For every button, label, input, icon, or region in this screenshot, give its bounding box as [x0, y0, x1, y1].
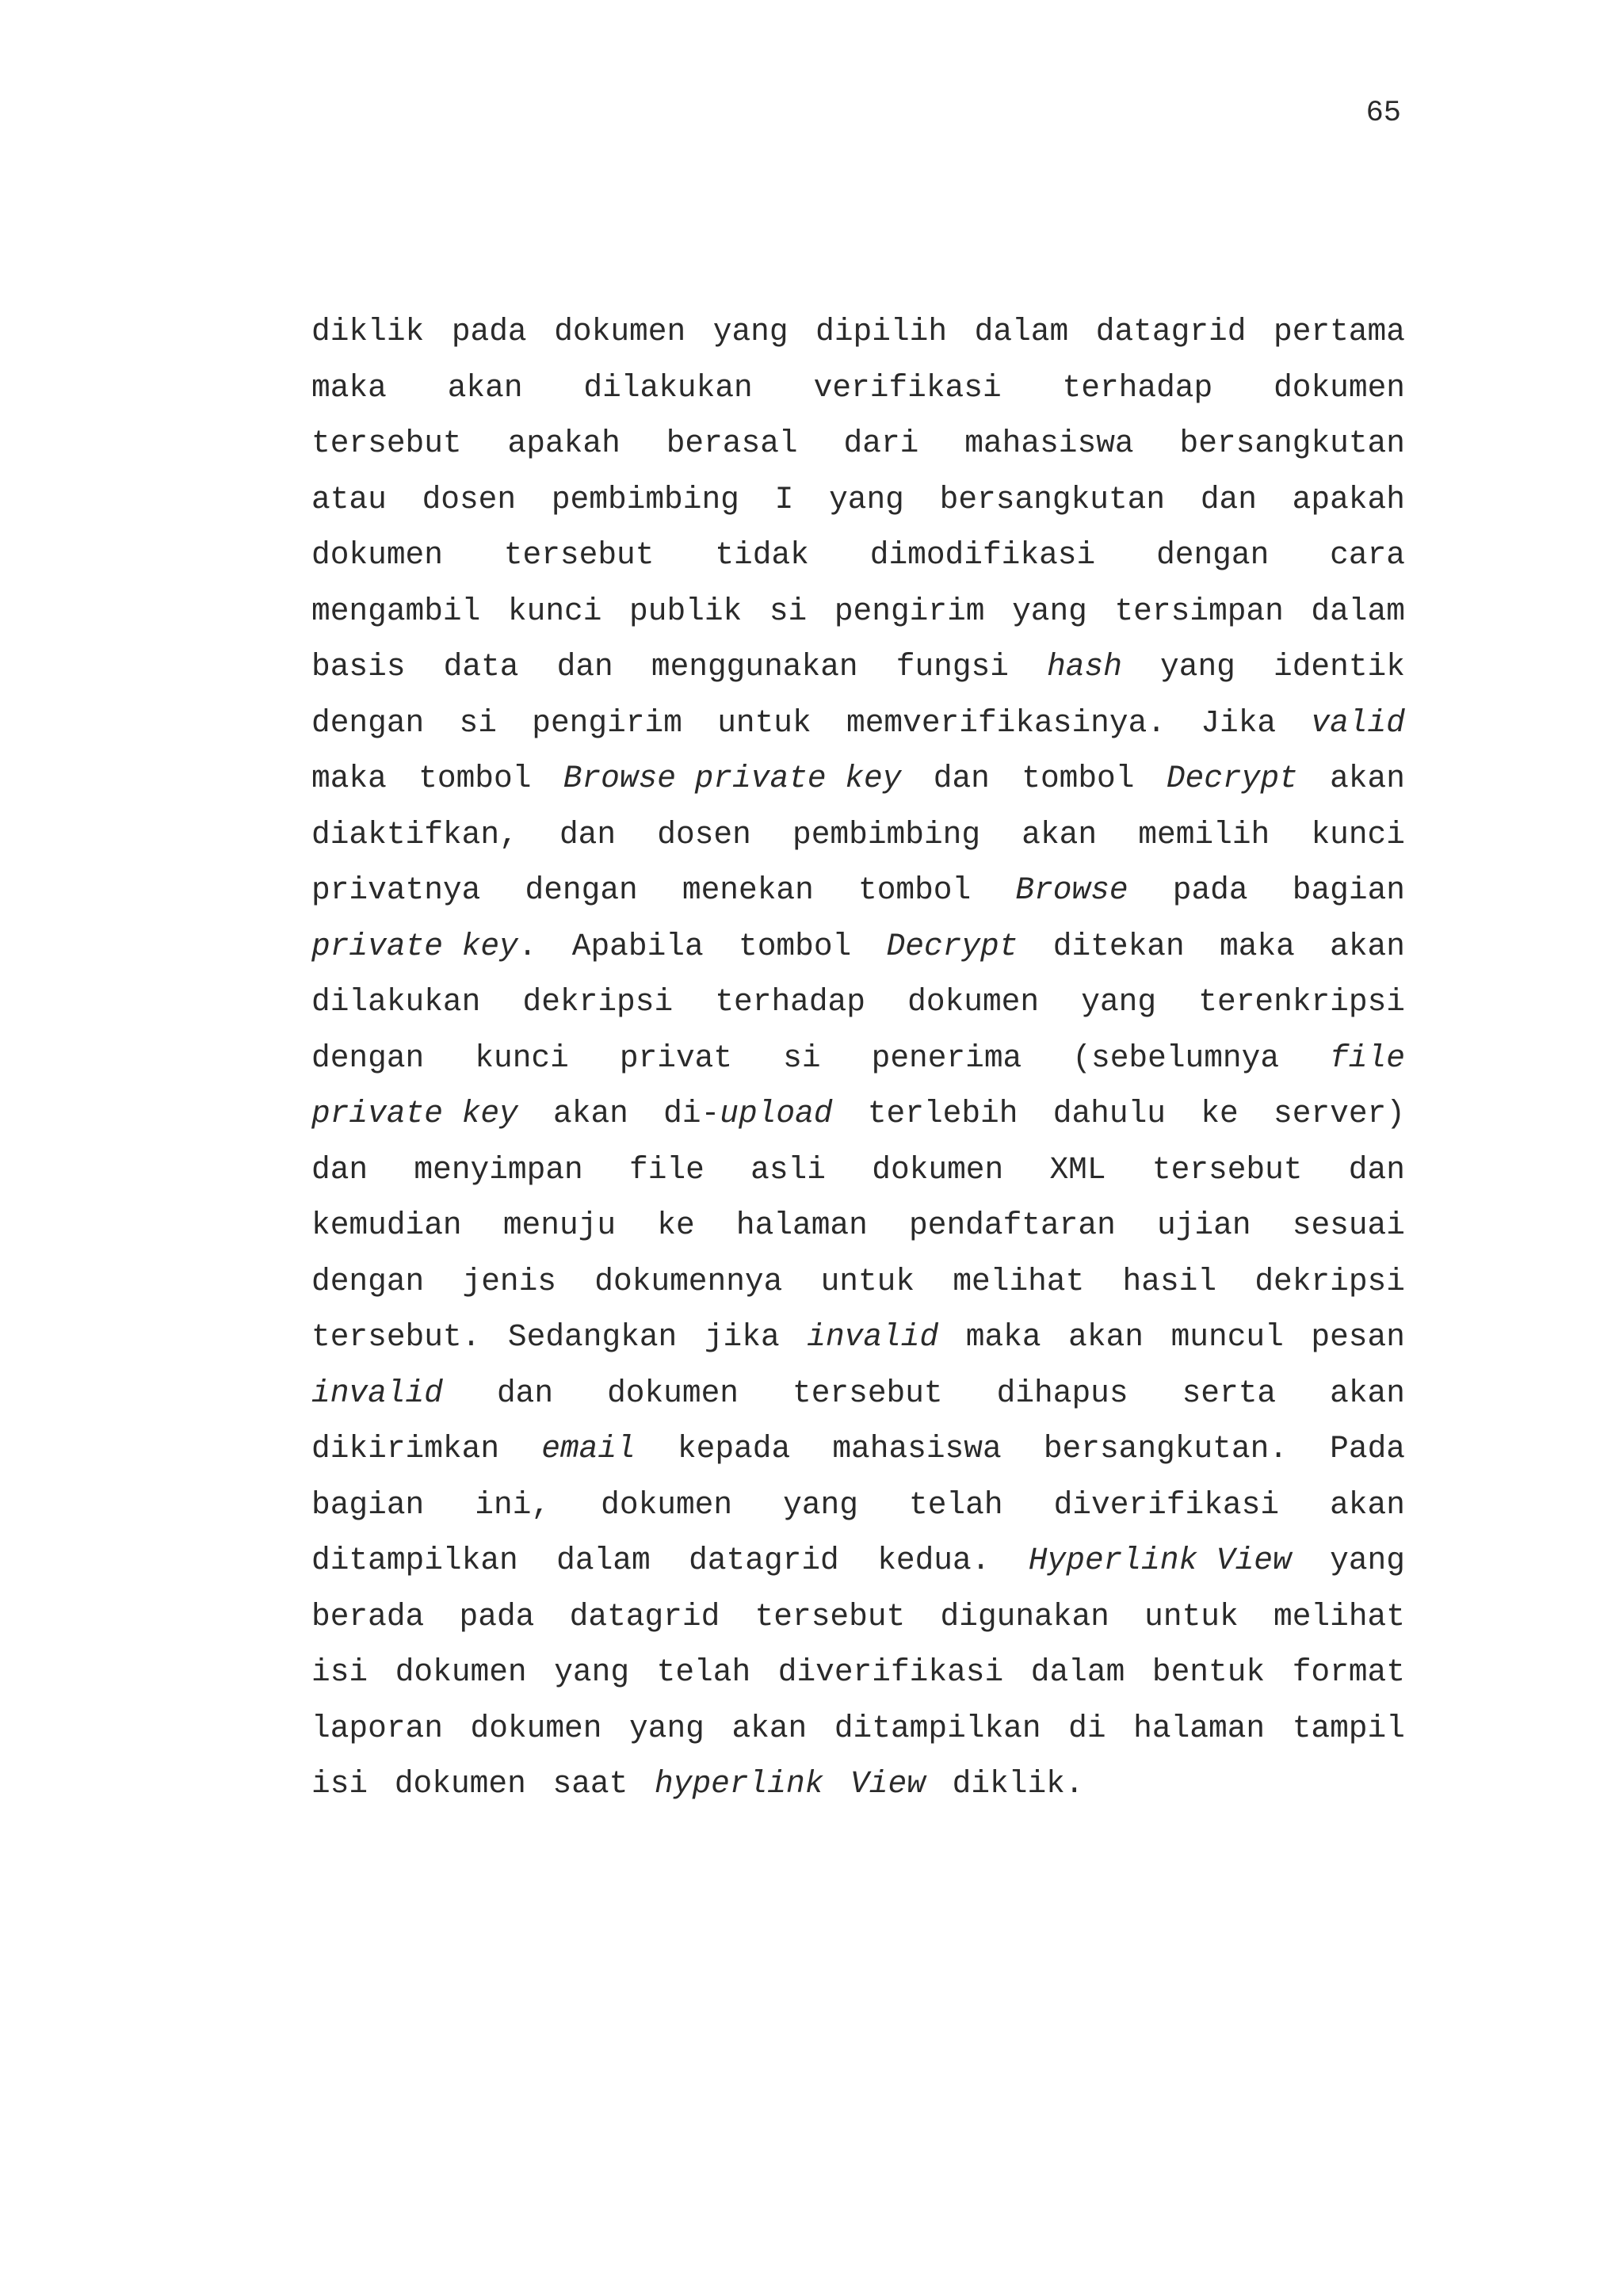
word-main: private key: [311, 928, 518, 964]
word: dan: [311, 1151, 369, 1188]
word: berasal: [666, 425, 798, 461]
word: Hyperlink View: [1028, 1543, 1292, 1578]
word: format: [1292, 1654, 1405, 1690]
word: ke: [1201, 1096, 1239, 1131]
word: dengan: [311, 1263, 425, 1299]
word: menggunakan: [651, 649, 858, 685]
word: dekripsi: [522, 984, 674, 1020]
text-line: [311, 807, 1405, 864]
word: datagrid: [1095, 314, 1247, 349]
word: pada: [459, 1598, 535, 1634]
word: Apabila: [571, 928, 704, 964]
word: dari: [843, 425, 919, 461]
word: dahulu: [1052, 1096, 1166, 1131]
word: yang: [629, 1710, 705, 1746]
word: tersebut: [311, 425, 462, 461]
word: pengirim: [532, 704, 682, 741]
word: berada: [311, 1598, 425, 1634]
word: yang: [1160, 649, 1235, 685]
word: mahasiswa: [964, 425, 1134, 461]
word: ujian: [1157, 1207, 1251, 1243]
word: dalam: [1311, 593, 1405, 629]
word: ditampilkan: [311, 1543, 518, 1578]
word: I: [774, 481, 794, 517]
word: tombol: [739, 928, 852, 964]
word: apakah: [507, 425, 621, 461]
word: sesuai: [1292, 1207, 1405, 1243]
word: akan: [1330, 1375, 1405, 1411]
text-line: [311, 1031, 1405, 1087]
word: maka: [1220, 928, 1295, 964]
word: pada: [1172, 872, 1248, 908]
word: si: [459, 704, 497, 741]
word: dokumen: [907, 984, 1040, 1020]
word: dengan: [311, 704, 425, 741]
word: akan: [553, 1096, 628, 1131]
word: valid: [1311, 704, 1405, 741]
text-line: [311, 1478, 1405, 1534]
word: bagian: [1292, 872, 1405, 908]
text-line: [311, 1589, 1405, 1646]
text-line: [311, 974, 1405, 1031]
word: dilakukan: [311, 984, 481, 1020]
word: tersebut: [503, 537, 655, 573]
word: pembimbing: [792, 816, 981, 852]
word: ditekan: [1052, 928, 1185, 964]
text-line: [311, 696, 1405, 752]
word: telah: [909, 1486, 1003, 1523]
word: invalid: [807, 1319, 939, 1355]
word: si: [783, 1039, 821, 1076]
word: dokumen: [872, 1151, 1004, 1188]
word: dokumen: [311, 537, 443, 573]
word: Jika: [1201, 704, 1277, 741]
word-tail: .: [517, 928, 537, 964]
word: digunakan: [940, 1598, 1109, 1634]
word: XML: [1049, 1151, 1106, 1188]
word: dekripsi: [1254, 1263, 1405, 1299]
word: maka: [965, 1319, 1041, 1355]
word: saat: [552, 1766, 628, 1802]
text-line: [311, 919, 1405, 975]
word: dokumen: [607, 1375, 739, 1411]
word: terhadap: [715, 984, 865, 1020]
word-italic-part: upload: [720, 1096, 833, 1131]
word: pendaftaran: [909, 1207, 1116, 1243]
word: dokumen: [470, 1710, 602, 1746]
word: halaman: [735, 1207, 868, 1243]
text-line: [311, 360, 1405, 417]
word: maka: [311, 369, 387, 406]
word: kedua.: [877, 1543, 991, 1578]
word: tombol: [1022, 761, 1135, 796]
word: atau: [311, 481, 387, 517]
word: tombol: [418, 761, 532, 796]
word: Browse: [1015, 872, 1128, 908]
word: dosen: [422, 481, 517, 517]
word: hasil: [1122, 1263, 1217, 1299]
word: dokumen: [394, 1766, 526, 1802]
word: dalam: [1030, 1654, 1125, 1690]
word: tidak: [715, 537, 809, 573]
word: maka: [311, 761, 387, 796]
word: halaman: [1133, 1710, 1266, 1746]
word: menuju: [502, 1207, 617, 1243]
word: dokumennya: [594, 1263, 783, 1299]
word: yang: [554, 1654, 630, 1690]
text-line: [311, 639, 1405, 696]
word: isi: [311, 1654, 369, 1690]
word: dan: [556, 649, 613, 685]
word: dan: [1348, 1151, 1405, 1188]
word: diverifikasi: [1053, 1486, 1280, 1523]
text-line: [311, 1198, 1405, 1254]
text-line: [311, 1421, 1405, 1478]
word: ditampilkan: [834, 1710, 1041, 1746]
text-line: [311, 472, 1405, 528]
word: ke: [657, 1207, 695, 1243]
word: bersangkutan: [939, 481, 1166, 517]
word: data: [443, 649, 519, 685]
word: hash: [1047, 649, 1122, 685]
word: terlebih: [867, 1096, 1018, 1131]
word: private key: [311, 1096, 518, 1131]
text-line: [311, 1645, 1405, 1701]
word: Decrypt: [1166, 761, 1298, 796]
text-line: [311, 863, 1405, 919]
word: jika: [704, 1319, 780, 1355]
word: tersimpan: [1114, 593, 1284, 629]
word: dan: [496, 1375, 554, 1411]
word: jenis: [462, 1263, 557, 1299]
text-line: [311, 304, 1405, 360]
word: bersangkutan.: [1043, 1431, 1288, 1466]
word: kepada: [677, 1431, 791, 1466]
word: diverifikasi: [777, 1654, 1004, 1690]
word: yang: [783, 1486, 858, 1523]
word: mengambil: [311, 593, 481, 629]
word: [311, 919, 537, 975]
page-number: 65: [1365, 97, 1401, 130]
word: menekan: [682, 872, 814, 908]
word: diaktifkan,: [311, 816, 518, 852]
word: akan: [447, 369, 523, 406]
word: bagian: [311, 1486, 425, 1523]
word: dan: [933, 761, 990, 796]
word: Browse private key: [563, 761, 902, 796]
word: (sebelumnya: [1072, 1039, 1280, 1076]
word: isi: [311, 1766, 369, 1802]
word: tersebut: [792, 1375, 943, 1411]
word: dalam: [556, 1543, 651, 1578]
word: dan: [559, 816, 617, 852]
word: tersebut.: [311, 1319, 481, 1355]
text-line: [311, 1533, 1405, 1589]
word: dokumen: [554, 314, 686, 349]
word: di: [1068, 1710, 1106, 1746]
word: diklik.: [952, 1766, 1084, 1802]
word: untuk: [820, 1263, 915, 1299]
text-line: [311, 1701, 1405, 1757]
word: dikirimkan: [311, 1431, 500, 1466]
word-prefix: di-: [663, 1096, 720, 1131]
word: si: [769, 593, 808, 629]
word: dengan: [1156, 537, 1270, 573]
word: dokumen: [395, 1654, 527, 1690]
word: terhadap: [1062, 369, 1213, 406]
word: dipilih: [815, 314, 948, 349]
word: untuk: [717, 704, 812, 741]
word: muncul: [1170, 1319, 1284, 1355]
word: ini,: [475, 1486, 551, 1523]
word: dilakukan: [583, 369, 753, 406]
word: bentuk: [1151, 1654, 1266, 1690]
word: datagrid: [689, 1543, 839, 1578]
word: dihapus: [996, 1375, 1128, 1411]
word: yang: [712, 314, 789, 349]
word: tampil: [1292, 1710, 1405, 1746]
word: dosen: [657, 816, 751, 852]
word: laporan: [311, 1710, 443, 1746]
word: apakah: [1292, 481, 1405, 517]
word: server): [1274, 1096, 1405, 1131]
word: dokumen: [601, 1486, 733, 1523]
word: dimodifikasi: [869, 537, 1096, 573]
text-line: [311, 1142, 1405, 1199]
word: tersebut: [1151, 1151, 1303, 1188]
word: email: [541, 1431, 636, 1466]
word: yang: [1330, 1543, 1405, 1578]
text-line: [311, 1310, 1405, 1366]
word: privat: [619, 1039, 733, 1076]
word: bersangkutan: [1179, 425, 1405, 461]
word: akan: [1068, 1319, 1144, 1355]
word: datagrid: [569, 1598, 720, 1634]
word: akan: [1330, 928, 1405, 964]
word: melihat: [1274, 1598, 1405, 1634]
word: telah: [656, 1654, 751, 1690]
word: pembimbing: [551, 481, 739, 517]
word: akan: [1330, 761, 1405, 796]
word: identik: [1274, 649, 1405, 685]
word: Decrypt: [886, 928, 1018, 964]
word: pada: [451, 314, 527, 349]
body-paragraph: [311, 304, 1405, 1813]
word: hyperlink View: [655, 1766, 926, 1802]
word: yang: [829, 481, 904, 517]
word: akan: [1330, 1486, 1405, 1523]
word: yang: [1012, 593, 1087, 629]
text-line: [311, 751, 1405, 807]
word: penerima: [871, 1039, 1022, 1076]
word: file: [629, 1151, 705, 1188]
word: kunci: [475, 1039, 569, 1076]
word: Pada: [1330, 1431, 1405, 1466]
word: dengan: [311, 1039, 425, 1076]
text-line: [311, 1254, 1405, 1310]
word: dokumen: [1274, 369, 1405, 406]
word: tersebut: [754, 1598, 906, 1634]
text-line: [311, 584, 1405, 640]
word: kunci: [507, 593, 602, 629]
word: mahasiswa: [832, 1431, 1002, 1466]
word: serta: [1182, 1375, 1277, 1411]
word: kemudian: [311, 1207, 462, 1243]
word: akan: [731, 1710, 808, 1746]
word: dalam: [974, 314, 1069, 349]
word: publik: [629, 593, 743, 629]
word: file: [1330, 1039, 1405, 1076]
word: melihat: [953, 1263, 1085, 1299]
text-line: [311, 416, 1405, 472]
word: memilih: [1138, 816, 1270, 852]
word: [663, 1086, 832, 1142]
word: verifikasi: [813, 369, 1002, 406]
word: asli: [750, 1151, 826, 1188]
word: pertama: [1273, 314, 1405, 349]
text-line: [311, 1366, 1405, 1422]
word: yang: [1081, 984, 1157, 1020]
text-line: [311, 1086, 1405, 1142]
word: akan: [1022, 816, 1098, 852]
word: memverifikasinya.: [846, 704, 1166, 741]
word: terenkripsi: [1198, 984, 1405, 1020]
word: privatnya: [311, 872, 481, 908]
word: dan: [1200, 481, 1257, 517]
word: invalid: [311, 1375, 443, 1411]
word: untuk: [1144, 1598, 1239, 1634]
text-line: [311, 528, 1405, 584]
word: basis: [311, 649, 406, 685]
word: tombol: [857, 872, 972, 908]
word: kunci: [1311, 816, 1405, 852]
word: diklik: [311, 314, 425, 349]
word: pesan: [1311, 1319, 1405, 1355]
word: dengan: [525, 872, 638, 908]
word: menyimpan: [414, 1151, 583, 1188]
word: cara: [1330, 537, 1405, 573]
word: fungsi: [896, 649, 1009, 685]
word: Sedangkan: [507, 1319, 678, 1355]
text-line: [311, 1756, 1405, 1813]
word: pengirim: [834, 593, 985, 629]
